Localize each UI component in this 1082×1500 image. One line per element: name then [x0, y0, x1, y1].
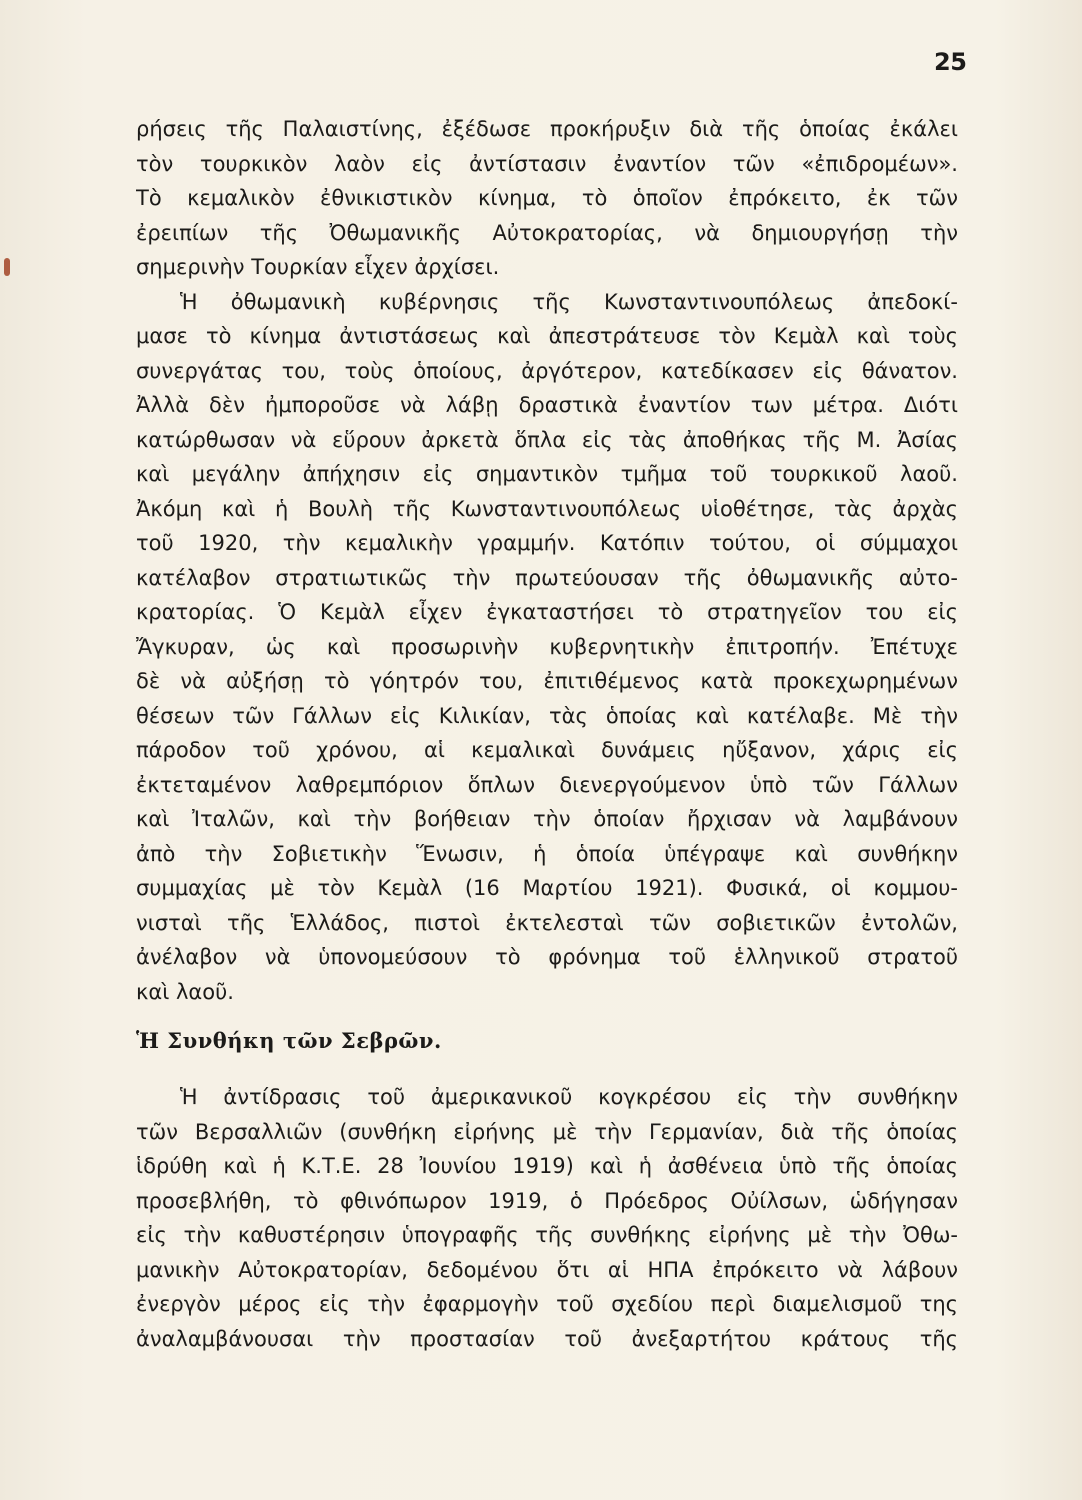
text-line: συμμαχίας μὲ τὸν Κεμὰλ (16 Μαρτίου 1921). Φυσικά, οἱ κομμου- [136, 876, 958, 900]
text-line: ἀνέλαβον νὰ ὑπονομεύσουν τὸ φρόνημα τοῦ ἑλληνικοῦ στρατοῦ [136, 945, 958, 969]
text-line: μανικὴν Αὐτοκρατορίαν, δεδομένου ὅτι αἱ ΗΠΑ ἐπρόκειτο νὰ λάβουν [136, 1257, 958, 1282]
text-line: ἐρειπίων τῆς Ὀθωμανικῆς Αὐτοκρατορίας, νὰ δημιουργήσῃ τὴν [136, 220, 958, 245]
text-line: τὸν τουρκικὸν λαὸν εἰς ἀντίστασιν ἐναντίον τῶν «ἐπιδρομέων». [136, 151, 958, 176]
text-line: καὶ λαοῦ. [136, 979, 234, 1004]
second-text-block [136, 1080, 958, 1356]
paragraph-3 [136, 1080, 958, 1356]
text-line: ἀπὸ τὴν Σοβιετικὴν Ἕνωσιν, ἡ ὁποία ὑπέγραψε καὶ συνθήκην [136, 841, 958, 866]
paragraph-1 [136, 112, 958, 285]
text-line: Ἀλλὰ δὲν ἠμποροῦσε νὰ λάβῃ δραστικὰ ἐναντίον των μέτρα. Διότι [136, 393, 958, 417]
paragraph-2 [136, 285, 958, 1010]
text-line: καὶ μεγάλην ἀπήχησιν εἰς σημαντικὸν τμῆμα τοῦ τουρκικοῦ λαοῦ. [136, 462, 958, 486]
text-line: κρατορίας. Ὁ Κεμὰλ εἶχεν ἐγκαταστήσει τὸ στρατηγεῖον του εἰς [136, 600, 958, 624]
text-line: καὶ Ἰταλῶν, καὶ τὴν βοήθειαν τὴν ὁποίαν ἤρχισαν νὰ λαμβάνουν [136, 807, 958, 831]
text-line: εἰς τὴν καθυστέρησιν ὑπογραφῆς τῆς συνθήκης εἰρήνης μὲ τὴν Ὀθω- [136, 1223, 958, 1247]
text-line: θέσεων τῶν Γάλλων εἰς Κιλικίαν, τὰς ὁποίας καὶ κατέλαβε. Μὲ τὴν [136, 703, 958, 728]
text-line: Ἡ ὀθωμανικὴ κυβέρνησις τῆς Κωνσταντινουπόλεως ἀπεδοκί- [180, 289, 958, 314]
page-number: 25 [934, 48, 967, 76]
text-line: ἐνεργὸν μέρος εἰς τὴν ἐφαρμογὴν τοῦ σχεδίου περὶ διαμελισμοῦ της [136, 1292, 958, 1316]
text-line: μασε τὸ κίνημα ἀντιστάσεως καὶ ἀπεστράτευσε τὸν Κεμὰλ καὶ τοὺς [136, 324, 958, 348]
text-line: ἀναλαμβάνουσαι τὴν προστασίαν τοῦ ἀνεξαρτήτου κράτους τῆς [136, 1326, 958, 1351]
section-heading: Ἡ Συνθήκη τῶν Σεβρῶν. [136, 1028, 442, 1053]
main-text-block [136, 112, 958, 1009]
text-line: Ἀκόμη καὶ ἡ Βουλὴ τῆς Κωνσταντινουπόλεως υἱοθέτησε, τὰς ἀρχὰς [136, 496, 958, 521]
ink-mark [4, 258, 10, 276]
text-line: πάροδον τοῦ χρόνου, αἱ κεμαλικαὶ δυνάμεις ηὔξανον, χάρις εἰς [136, 738, 958, 762]
text-line: Τὸ κεμαλικὸν ἐθνικιστικὸν κίνημα, τὸ ὁποῖον ἐπρόκειτο, ἐκ τῶν [136, 186, 958, 210]
text-line: δὲ νὰ αὐξήσῃ τὸ γόητρόν του, ἐπιτιθέμενος κατὰ προκεχωρημένων [136, 669, 958, 693]
text-line: Ἄγκυραν, ὡς καὶ προσωρινὴν κυβερνητικὴν ἐπιτροπήν. Ἐπέτυχε [136, 634, 958, 659]
text-line: νισταὶ τῆς Ἑλλάδος, πιστοὶ ἐκτελεσταὶ τῶν σοβιετικῶν ἐντολῶν, [136, 910, 958, 935]
text-line: κατέλαβον στρατιωτικῶς τὴν πρωτεύουσαν τῆς ὀθωμανικῆς αὐτο- [136, 565, 958, 590]
text-line: ρήσεις τῆς Παλαιστίνης, ἐξέδωσε προκήρυξιν διὰ τῆς ὁποίας ἐκάλει [136, 117, 958, 141]
text-line: ἐκτεταμένον λαθρεμπόριον ὅπλων διενεργούμενον ὑπὸ τῶν Γάλλων [136, 772, 958, 797]
text-line: κατώρθωσαν νὰ εὕρουν ἀρκετὰ ὅπλα εἰς τὰς ἀποθήκας τῆς Μ. Ἀσίας [136, 427, 958, 452]
text-line: τοῦ 1920, τὴν κεμαλικὴν γραμμήν. Κατόπιν τούτου, οἱ σύμμαχοι [136, 531, 958, 555]
text-line: σημερινὴν Τουρκίαν εἶχεν ἀρχίσει. [136, 255, 500, 279]
text-line: Ἡ ἀντίδρασις τοῦ ἀμερικανικοῦ κογκρέσου εἰς τὴν συνθήκην [180, 1085, 958, 1109]
text-line: τῶν Βερσαλλιῶν (συνθήκη εἰρήνης μὲ τὴν Γερμανίαν, διὰ τῆς ὁποίας [136, 1119, 958, 1144]
text-line: ἱδρύθη καὶ ἡ Κ.Τ.Ε. 28 Ἰουνίου 1919) καὶ ἡ ἀσθένεια ὑπὸ τῆς ὁποίας [136, 1154, 958, 1178]
text-line: συνεργάτας του, τοὺς ὁποίους, ἀργότερον, κατεδίκασεν εἰς θάνατον. [136, 358, 958, 383]
text-line: προσεβλήθη, τὸ φθινόπωρον 1919, ὁ Πρόεδρος Οὐίλσων, ὡδήγησαν [136, 1188, 958, 1213]
